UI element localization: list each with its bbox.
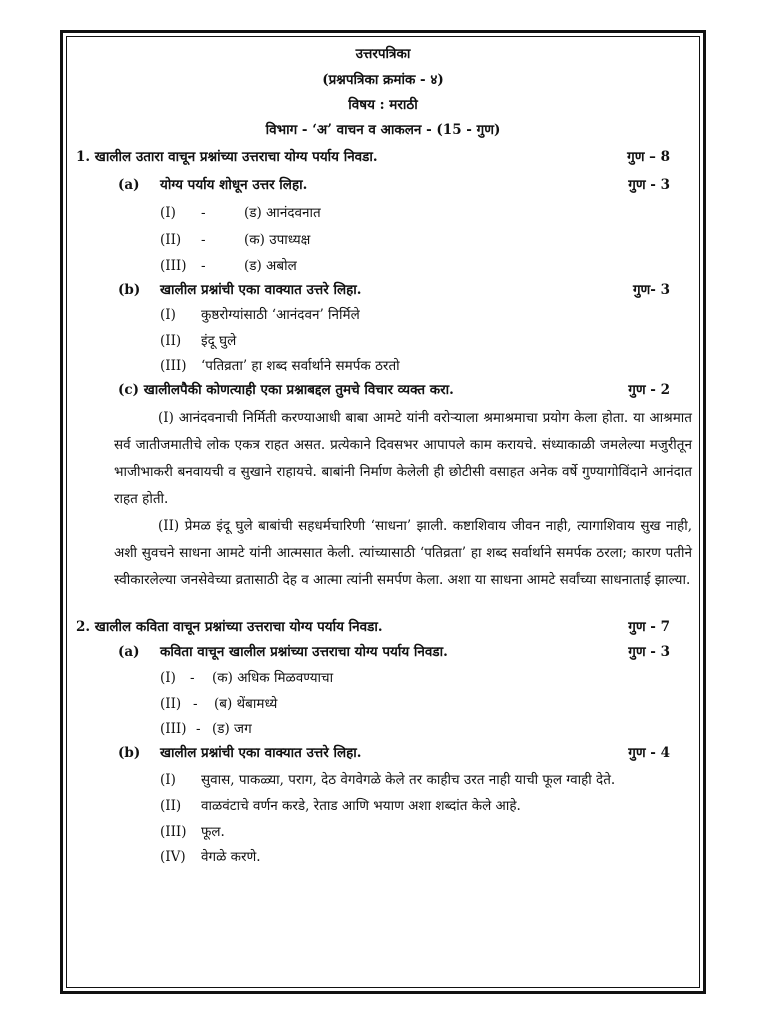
answer-dash: - [190,670,195,686]
paragraph-text: (I) आनंदवनाची निर्मिती करण्याआधी बाबा आमटे यांनी वरोऱ्याला श्रमाश्रमाचा प्रयोग केला होता. या आश्रमात सर्व जातीजमातीचे लोक एकत्र राहत असत. प्रत्येकाने दिवसभर आपापले काम करायचे. संध्याकाळी जमलेल्या मजुरीतून भाजीभाकरी बनवायची व सुखाने राहायचे. बाबांनी निर्माण केलेली ही छोटीसी वसाहत अनेक वर्षे गुण्यागोविंदाने आनंदात राहत होती. [114,410,692,507]
answer-text: इंदू घुले [201,333,237,349]
q1c-answer-paragraph-1 [114,405,692,513]
answer-text: ‘पतिव्रता’ हा शब्द सर्वार्थाने समर्पक ठरतो [201,358,400,374]
q1-heading: 1. खालील उतारा वाचून प्रश्नांच्या उत्तराचा योग्य पर्याय निवडा. [76,149,378,165]
q1c-marks: गुण - 2 [628,382,670,398]
answer-text: (क) उपाध्यक्ष [244,232,311,248]
answer-text: (ड) आनंदवनात [244,205,321,221]
answer-text: सुवास, पाकळ्या, पराग, देठ वेगवेगळे केले तर काहीच उरत नाही याची फूल ग्वाही देते. [201,772,616,788]
q2b-label: (b) [118,745,141,761]
q1c-heading: (c) खालीलपैकी कोणत्याही एका प्रश्नाबद्दल तुमचे विचार व्यक्त करा. [118,382,454,398]
answer-number: (IV) [160,849,186,865]
answer-number: (I) [160,205,176,221]
subject-line: विषय : मराठी [348,97,418,113]
answer-text: (ड) अबोल [244,258,297,274]
q1a-marks: गुण - 3 [628,177,670,193]
answer-number: (III) [160,258,187,274]
q1b-label: (b) [118,282,141,298]
answer-text: कुष्ठरोग्यांसाठी ‘आनंदवन’ निर्मिले [201,307,360,323]
answer-text: (ब) थेंबामध्ये [214,696,278,712]
answer-dash: - [201,258,206,274]
answer-dash: - [193,696,198,712]
answer-sheet-title: उत्तरपत्रिका [355,46,411,62]
answer-text: वाळवंटाचे वर्णन करडे, रेताड आणि भयाण अशा शब्दांत केले आहे. [201,798,521,814]
q2a-heading: कविता वाचून खालील प्रश्नांच्या उत्तराचा योग्य पर्याय निवडा. [160,644,448,660]
q2a-label: (a) [118,644,140,660]
answer-number: (I) [160,772,176,788]
q1b-marks: गुण- 3 [632,282,670,298]
q2b-heading: खालील प्रश्नांची एका वाक्यात उत्तरे लिहा. [160,745,362,761]
answer-number: (II) [160,333,182,349]
answer-number: (I) [160,670,176,686]
section-heading: विभाग - ‘अ’ वाचन व आकलन - (15 - गुण) [265,122,501,138]
q1a-heading: योग्य पर्याय शोधून उत्तर लिहा. [160,177,308,193]
q2-marks: गुण - 7 [628,619,670,635]
q1-marks: गुण – 8 [627,149,670,165]
answer-text: (ड) जग [212,721,252,737]
q1a-label: (a) [118,177,140,193]
q1b-heading: खालील प्रश्नांची एका वाक्यात उत्तरे लिहा. [160,282,362,298]
answer-number: (III) [160,721,187,737]
answer-number: (III) [160,824,187,840]
paper-number: (प्रश्नपत्रिका क्रमांक - ४) [322,72,444,88]
q2-heading: 2. खालील कविता वाचून प्रश्नांच्या उत्तराचा योग्य पर्याय निवडा. [76,619,383,635]
answer-number: (I) [160,307,176,323]
q2b-marks: गुण - 4 [628,745,670,761]
answer-number: (II) [160,696,182,712]
answer-dash: - [201,205,206,221]
answer-dash: - [196,721,201,737]
answer-number: (II) [160,798,182,814]
answer-dash: - [201,232,206,248]
answer-text: (क) अधिक मिळवण्याचा [212,670,334,686]
q1c-answer-paragraph-2 [114,513,692,594]
answer-text: फूल. [201,824,225,840]
paragraph-text: (II) प्रेमळ इंदू घुले बाबांची सहधर्मचारिणी ‘साधना’ झाली. कष्टाशिवाय जीवन नाही, त्यागाशिवाय सुख नाही, अशी सुवचने साधना आमटे यांनी आत्मसात केली. त्यांच्यासाठी ‘पतिव्रता’ हा शब्द सर्वार्थाने समर्पक ठरला; कारण पतीने स्वीकारलेल्या जनसेवेच्या व्रतासाठी देह व आत्मा त्यांनी समर्पण केला. अशा या साधना आमटे सर्वांच्या साधनाताई झाल्या. [114,518,692,588]
q2a-marks: गुण - 3 [628,644,670,660]
answer-number: (III) [160,358,187,374]
answer-number: (II) [160,232,182,248]
answer-text: वेगळे करणे. [201,849,261,865]
